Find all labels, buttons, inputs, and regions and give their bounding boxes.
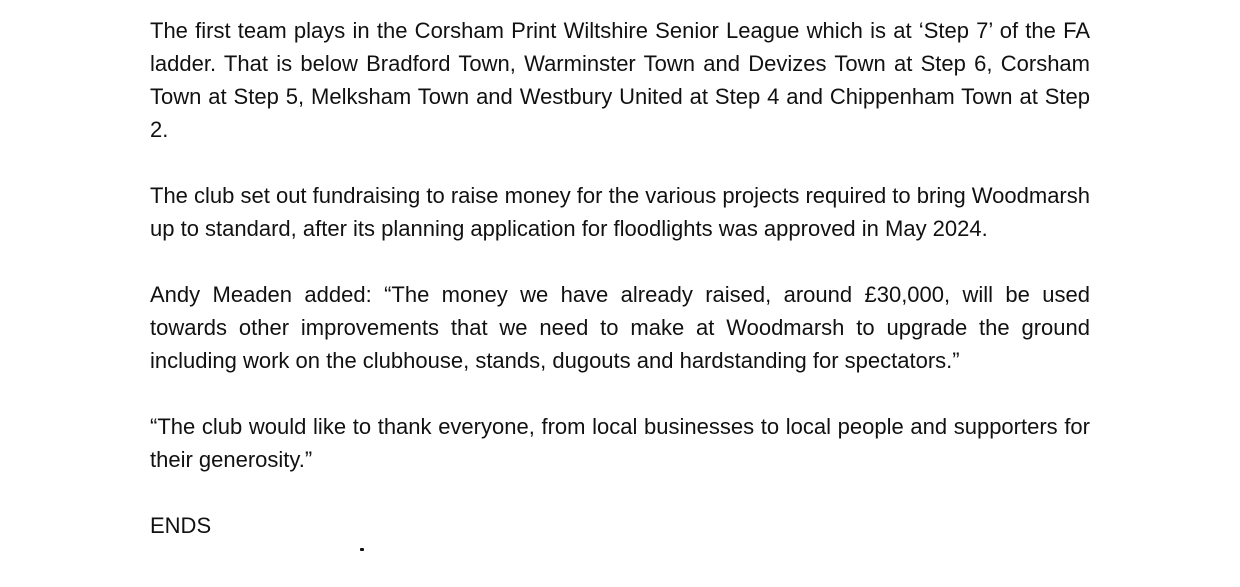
- stray-dot-mark: [360, 548, 364, 551]
- paragraph-thanks: “The club would like to thank everyone, from local businesses to local people and supporters for their generosity.”: [150, 414, 1090, 472]
- document-body: [150, 14, 1090, 542]
- paragraph-quote-meaden: Andy Meaden added: “The money we have already raised, around £30,000, will be used towards other improvements that we need to make at Woodmarsh to upgrade the ground including work on the clubhouse, stands, dugouts and hardstanding for spectators.”: [150, 282, 1090, 373]
- ends-marker: ENDS: [150, 513, 212, 538]
- paragraph-league-info: The first team plays in the Corsham Print Wiltshire Senior League which is at ‘Step 7’ of the FA ladder. That is below Bradford Town, Warminster Town and Devizes Town at Step 6, Corsham Town at Step 5, Melksham Town and Westbury United at Step 4 and Chippenham Town at Step 2.: [150, 18, 1090, 142]
- paragraph-fundraising: The club set out fundraising to raise money for the various projects required to bring Woodmarsh up to standard, after its planning application for floodlights was approved in May 2024.: [150, 183, 1090, 241]
